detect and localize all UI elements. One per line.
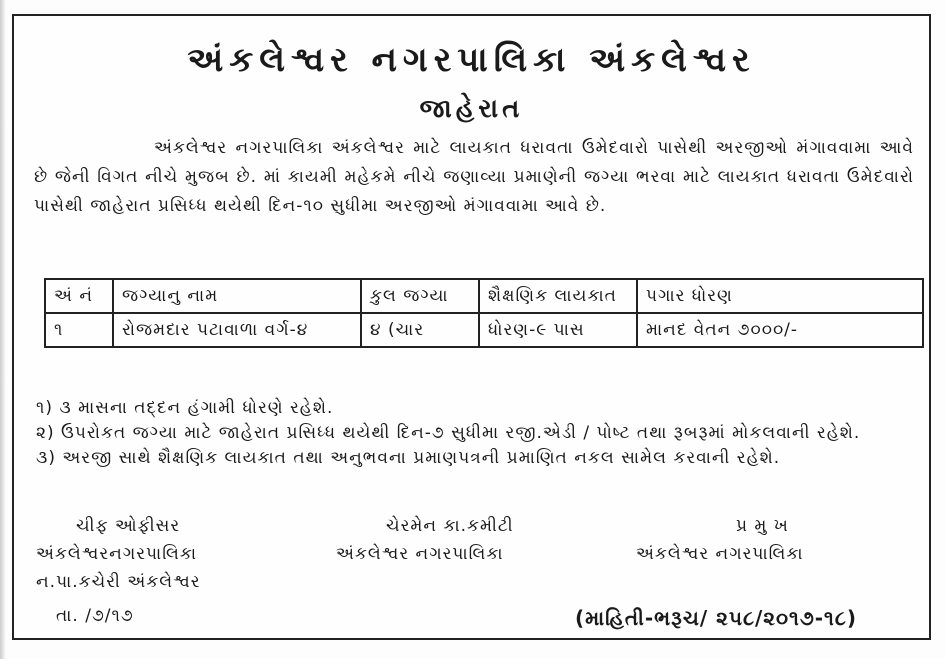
notice-subtitle: જાહેરાત — [419, 94, 524, 124]
signatory-org-2: અંકલેશ્વર નગરપાલિકા — [336, 544, 504, 564]
table-cell-serial: ૧ — [45, 313, 113, 347]
table-cell-pay-scale: માનદ વેતન ૭૦૦૦/- — [637, 313, 923, 347]
table-header-post-name: જગ્યાનુ નામ — [113, 279, 361, 313]
table-cell-total-posts: ૪ (ચાર — [361, 313, 479, 347]
table-cell-post-name: રોજમદાર પટાવાળા વર્ગ-૪ — [113, 313, 361, 347]
signatory-president: પ્ર મુ ખ — [736, 516, 789, 536]
reference-number: (માહિતી-ભરૂચ/ ૨૫૮/૨૦૧૭-૧૮) — [575, 606, 857, 630]
notice-intro: અંકલેશ્વર નગરપાલિકા અંકલેશ્વર માટે લાયકાત ધરાવતા ઉમેદવારો પાસેથી અરજીઓ મંગાવવામા આવે છે જેની વિગત નીચે મુજબ છે. માં કાયમી મહેકમે નીચે જણાવ્યા પ્રમાણેની જગ્યા ભરવા માટે લાયકાત ધરાવતા ઉમેદવારો પાસેથી જાહેરાત પ્રસિધ્ધ થયેથી દિન-૧૦ સુધીમા અરજીઓ મંગાવવામા આવે છે. — [34, 138, 914, 216]
note-item: ૨) ઉપરોકત જગ્યા માટે જાહેરાત પ્રસિધ્ધ થયેથી દિન-૭ સુધીમા રજી.એડી / પોષ્ટ તથા રૂબરૂમાં મોકલવાની રહેશે. — [36, 423, 861, 443]
signatory-chief-officer: ચીફ ઓફીસર — [76, 516, 181, 536]
table-header-serial: અં નં — [45, 279, 113, 313]
notice-frame — [12, 14, 931, 640]
office-name: ન.પા.કચેરી અંકલેશ્વર — [36, 572, 201, 592]
note-item: ૩) અરજી સાથે શૈક્ષણિક લાયકાત તથા અનુભવના પ્રમાણપત્રની પ્રમાણિત નકલ સામેલ કરવાની રહેશે. — [36, 448, 781, 468]
table-cell-qualification: ધોરણ-૯ પાસ — [479, 313, 637, 347]
notice-date: તા. /૭/૧૭ — [56, 606, 134, 626]
table-header-pay-scale: પગાર ધોરણ — [637, 279, 923, 313]
table-header-qualification: શૈક્ષણિક લાયકાત — [479, 279, 637, 313]
page-edge-shadow — [0, 0, 6, 659]
note-item: ૧) ૩ માસના તદ્દન હંગામી ધોરણે રહેશે. — [36, 398, 334, 418]
signatory-org-3: અંકલેશ્વર નગરપાલિકા — [636, 544, 804, 564]
notes-list — [36, 396, 916, 471]
table-header-row — [45, 279, 923, 313]
signatory-org-1: અંકલેશ્વરનગરપાલિકા — [36, 544, 198, 564]
signatory-chairman: ચેરમેન કા.કમીટી — [386, 516, 514, 536]
table-row — [45, 313, 923, 347]
notice-title: અંકલેશ્વર નગરપાલિકા અંકલેશ્વર — [187, 40, 756, 80]
table-header-total-posts: કુલ જગ્યા — [361, 279, 479, 313]
vacancy-table — [44, 278, 924, 348]
